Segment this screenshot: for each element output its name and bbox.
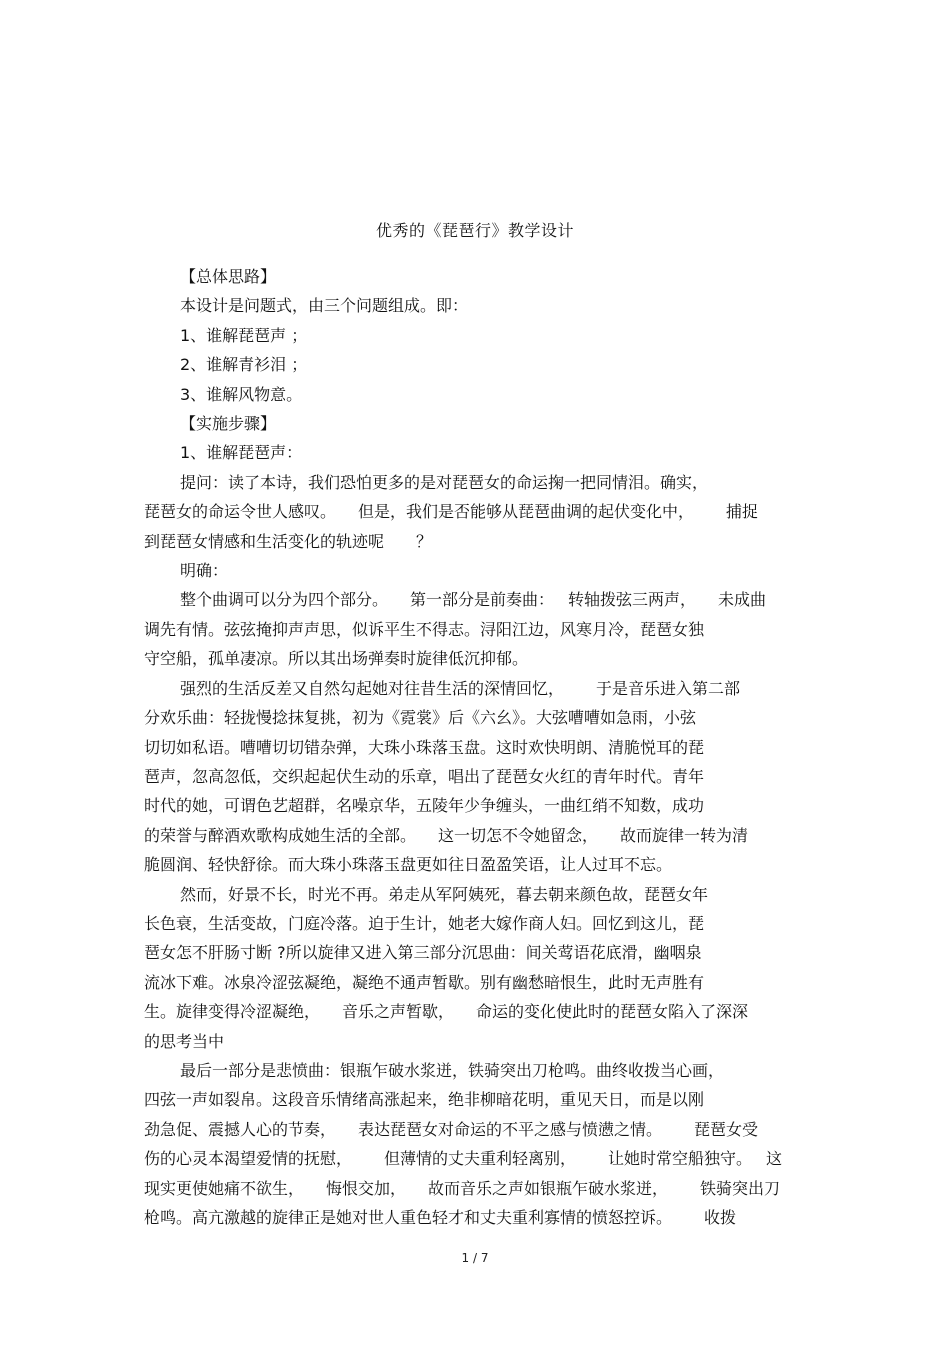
text-segment: 这一切怎不令她留念， (438, 825, 599, 845)
text-segment: 强烈的生活反差又自然勾起她对往昔生活的深情回忆， (180, 678, 565, 698)
paragraph-line: 提问：读了本诗，我们恐怕更多的是对琵琶女的命运掬一把同情泪。确实， (180, 472, 709, 492)
paragraph-line: 琶女怎不肝肠寸断 ?所以旋律又进入第三部分沉思曲：间关莺语花底滑，幽咽泉 (144, 943, 702, 963)
text-segment: 转轴拨弦三两声， (568, 590, 697, 610)
paragraph-line: 分欢乐曲：轻拢慢捻抹复挑，初为《霓裳》后《六幺》。大弦嘈嘈如急雨，小弦 (144, 708, 697, 728)
paragraph-line: 四弦一声如裂帛。这段音乐情绪高涨起来，绝非柳暗花明，重见天日，而是以刚 (144, 1090, 705, 1110)
text-segment: 音乐之声暂歇， (342, 1002, 455, 1022)
subsection-heading: 1、谁解琵琶声： (180, 443, 303, 463)
text-segment: 琵琶女受 (694, 1119, 759, 1139)
text-segment: 的荣誉与醉酒欢歌构成她生活的全部。 (144, 825, 417, 845)
text-segment: 故而音乐之声如银瓶乍破水浆迸， (428, 1178, 669, 1198)
text-segment: ？ (416, 531, 433, 551)
list-item: 1、谁解琵琶声 ； (180, 325, 308, 345)
paragraph-line (144, 997, 808, 1026)
paragraph-line: 长色衰，生活变故，门庭冷落。迫于生计，她老大嫁作商人妇。回忆到这儿，琵 (144, 913, 705, 933)
text-segment: 悔恨交加， (326, 1178, 407, 1198)
text-segment: 于是音乐进入第二部 (596, 678, 741, 698)
paragraph-line: 调先有情。弦弦掩抑声声思，似诉平生不得志。浔阳江边，风寒月冷，琵琶女独 (144, 619, 705, 639)
paragraph-line: 然而，好景不长，时光不再。弟走从军阿姨死，暮去朝来颜色故，琵琶女年 (180, 884, 709, 904)
text-segment: 捕捉 (726, 502, 759, 522)
text-segment: 伤的心灵本渴望爱情的抚慰， (144, 1149, 353, 1169)
paragraph-line (144, 1174, 808, 1203)
paragraph-line (144, 1203, 808, 1232)
text-segment: 故而旋律一转为清 (620, 825, 749, 845)
paragraph-line: 时代的她，可谓色艺超群，名噪京华，五陵年少争缠头，一曲红绡不知数，成功 (144, 796, 705, 816)
list-item: 3、谁解风物意。 (180, 384, 303, 404)
text-segment: 未成曲 (718, 590, 767, 610)
paragraph-line: 琶声，忽高忽低，交织起起伏生动的乐章，唱出了琵琶女火红的青年时代。青年 (144, 766, 705, 786)
text-segment: 这 (766, 1149, 783, 1169)
text-segment: 铁骑突出刀 (700, 1178, 781, 1198)
text-segment: 枪鸣。高亢激越的旋律正是她对世人重色轻才和丈夫重利寡情的愤怒控诉。 (144, 1208, 673, 1227)
text-segment: 表达琵琶女对命运的不平之感与愤懑之情。 (358, 1119, 663, 1139)
paragraph-line (144, 1115, 808, 1144)
paragraph-line (144, 674, 808, 703)
paragraph-line (144, 821, 808, 850)
text-segment: 现实更使她痛不欲生， (144, 1178, 305, 1198)
paragraph-line: 切切如私语。嘈嘈切切错杂弹，大珠小珠落玉盘。这时欢快明朗、清脆悦耳的琵 (144, 737, 705, 757)
text-segment: 但是，我们是否能够从琵琶曲调的起伏变化中， (358, 502, 695, 522)
paragraph-line (144, 1144, 808, 1173)
text-segment: 让她时常空船独守。 (608, 1149, 753, 1169)
text-segment: 到琵琶女情感和生活变化的轨迹呢 (144, 531, 385, 551)
section-heading: 【总体思路】 (180, 267, 277, 286)
list-item: 2、谁解青衫泪 ； (180, 355, 308, 375)
text-segment: 劲急促、震撼人心的节奏， (144, 1119, 337, 1139)
text-segment: 命运的变化使此时的琵琶女陷入了深深 (476, 1002, 749, 1022)
text-segment: 收拨 (704, 1208, 737, 1227)
paragraph-line (144, 527, 808, 556)
text-segment: 生。旋律变得冷涩凝绝， (144, 1002, 321, 1022)
text-segment: 整个曲调可以分为四个部分。 (180, 590, 389, 610)
document-body (144, 262, 808, 1232)
text-segment: 但薄情的丈夫重利轻离别， (384, 1149, 577, 1169)
paragraph-line: 本设计是问题式，由三个问题组成。即： (180, 296, 469, 316)
paragraph-line: 流冰下难。冰泉冷涩弦凝绝，凝绝不通声暂歇。别有幽愁暗恨生，此时无声胜有 (144, 972, 705, 992)
paragraph-line: 明确： (180, 561, 229, 581)
paragraph-line: 脆圆润、轻快舒徐。而大珠小珠落玉盘更如往日盈盈笑语，让人过耳不忘。 (144, 855, 673, 875)
paragraph-line (144, 585, 808, 614)
text-segment: 第一部分是前奏曲： (410, 590, 555, 610)
document-title: 优秀的《琵琶行》教学设计 (375, 221, 574, 240)
page-number: 1 / 7 (461, 1251, 489, 1265)
paragraph-line: 守空船，孤单凄凉。所以其出场弹奏时旋律低沉抑郁。 (144, 649, 529, 669)
paragraph-line: 最后一部分是悲愤曲：银瓶乍破水浆迸，铁骑突出刀枪鸣。曲终收拨当心画， (180, 1060, 725, 1080)
paragraph-line (144, 497, 808, 526)
section-heading: 【实施步骤】 (180, 414, 277, 434)
paragraph-line: 的思考当中 (144, 1031, 225, 1051)
text-segment: 琵琶女的命运令世人感叹。 (144, 502, 337, 522)
